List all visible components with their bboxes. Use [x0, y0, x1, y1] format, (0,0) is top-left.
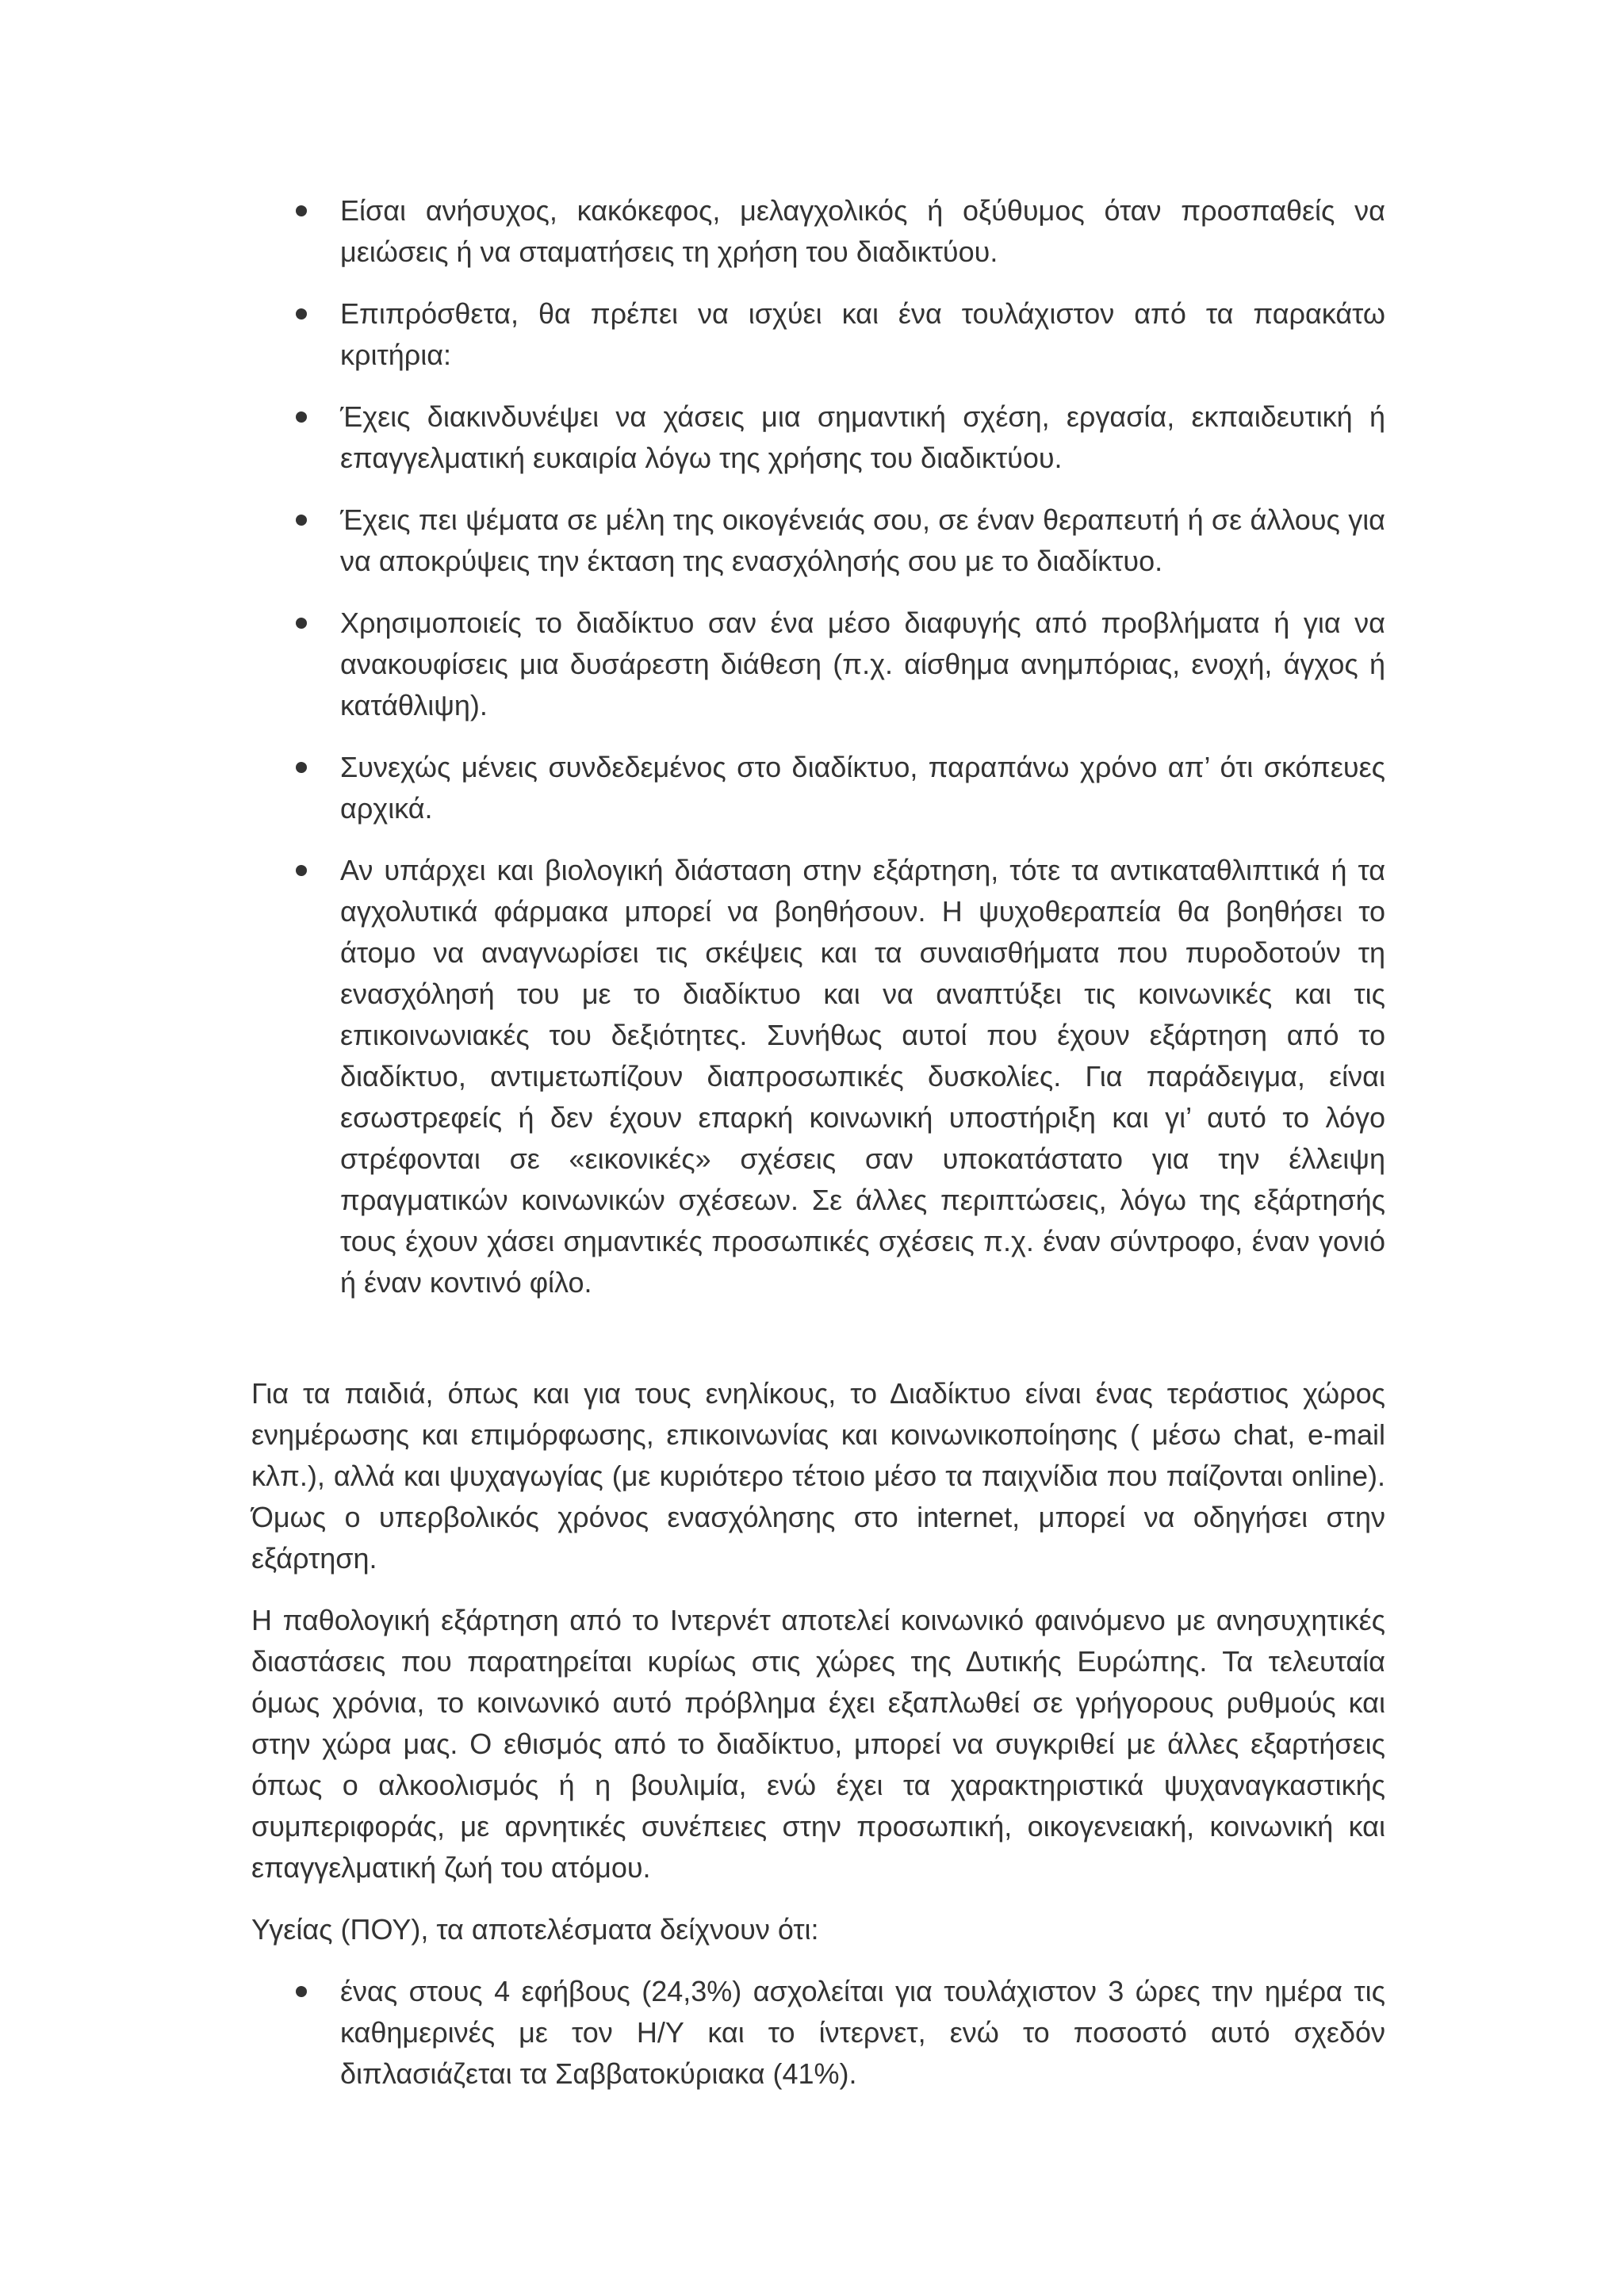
paragraph-internet-children: Για τα παιδιά, όπως και για τους ενηλίκους, το Διαδίκτυο είναι ένας τεράστιος χώρος ενημέρωσης και επιμόρφωσης, επικοινωνίας και κοινωνικοποίησης ( μέσω chat, e-mail κλπ.), αλλά και ψυχαγωγίας (με κυριότερο τέτοιο μέσο τα παιχνίδια που παίζονται online). Όμως ο υπερβολικός χρόνος ενασχόλησης στο internet, μπορεί να οδηγήσει στην εξάρτηση. [251, 1377, 1385, 1575]
list-item [251, 1971, 1385, 2095]
bullet-icon [296, 205, 307, 216]
bullet-icon [296, 618, 307, 629]
paragraph-who-results: Υγείας (ΠΟΥ), τα αποτελέσματα δείχνουν ότι: [251, 1913, 819, 1946]
spacer [251, 1324, 1385, 1373]
list-item [251, 603, 1385, 726]
criteria-list [251, 190, 1385, 1303]
list-item-text: Αν υπάρχει και βιολογική διάσταση στην εξάρτηση, τότε τα αντικαταθλιπτικά ή τα αγχολυτικά φάρμακα μπορεί να βοηθήσουν. Η ψυχοθεραπεία θα βοηθήσει το άτομο να αναγνωρίσει τις σκέψεις και τα συναισθήματα που πυροδοτούν τη ενασχόλησή του με το διαδίκτυο και να αναπτύξει τις κοινωνικές και τις επικοινωνιακές του δεξιότητες. Συνήθως αυτοί που έχουν εξάρτηση από το διαδίκτυο, αντιμετωπίζουν διαπροσωπικές δυσκολίες. Για παράδειγμα, είναι εσωστρεφείς ή δεν έχουν επαρκή κοινωνική υποστήριξη και γι’ αυτό το λόγο στρέφονται σε «εικονικές» σχέσεις σαν υποκατάστατο για την έλλειψη πραγματικών κοινωνικών σχέσεων. Σε άλλες περιπτώσεις, λόγω της εξάρτησής τους έχουν χάσει σημαντικές προσωπικές σχέσεις π.χ. έναν σύντροφο, έναν γονιό ή έναν κοντινό φίλο. [340, 854, 1385, 1299]
bullet-icon [296, 308, 307, 320]
bullet-icon [296, 762, 307, 773]
list-item [251, 850, 1385, 1303]
bullet-icon [296, 515, 307, 526]
results-list [251, 1971, 1385, 2095]
list-item [251, 396, 1385, 479]
bullet-icon [296, 1986, 307, 1997]
list-item [251, 190, 1385, 273]
paragraph-pathological-dependence: Η παθολογική εξάρτηση από το Ιντερνέτ αποτελεί κοινωνικό φαινόμενο με ανησυχητικές διαστάσεις που παρατηρείται κυρίως στις χώρες της Δυτικής Ευρώπης. Τα τελευταία όμως χρόνια, το κοινωνικό αυτό πρόβλημα έχει εξαπλωθεί σε γρήγορους ρυθμούς και στην χώρα μας. Ο εθισμός από το διαδίκτυο, μπορεί να συγκριθεί με άλλες εξαρτήσεις όπως ο αλκοολισμός ή η βουλιμία, ενώ έχει τα χαρακτηριστικά ψυχαναγκαστικής συμπεριφοράς, με αρνητικές συνέπειες στην προσωπική, οικογενειακή, κοινωνική και επαγγελματική ζωή του ατόμου. [251, 1604, 1385, 1884]
list-item-text: Επιπρόσθετα, θα πρέπει να ισχύει και ένα τουλάχιστον από τα παρακάτω κριτήρια: [340, 297, 1385, 371]
document-body [251, 190, 1385, 2115]
list-item-text: Έχεις διακινδυνέψει να χάσεις μια σημαντική σχέση, εργασία, εκπαιδευτική ή επαγγελματική ευκαιρία λόγω της χρήσης του διαδικτύου. [340, 400, 1385, 474]
list-item-text: Χρησιμοποιείς το διαδίκτυο σαν ένα μέσο διαφυγής από προβλήματα ή για να ανακουφίσεις μια δυσάρεστη διάθεση (π.χ. αίσθημα ανημπόριας, ενοχή, άγχος ή κατάθλιψη). [340, 607, 1385, 721]
list-item [251, 293, 1385, 376]
list-item-text: Είσαι ανήσυχος, κακόκεφος, μελαγχολικός ή οξύθυμος όταν προσπαθείς να μειώσεις ή να σταματήσεις τη χρήση του διαδικτύου. [340, 194, 1385, 268]
list-item [251, 747, 1385, 829]
list-item-text: Συνεχώς μένεις συνδεδεμένος στο διαδίκτυο, παραπάνω χρόνο απ’ ότι σκόπευες αρχικά. [340, 751, 1385, 825]
list-item [251, 499, 1385, 582]
bullet-icon [296, 865, 307, 876]
bullet-icon [296, 411, 307, 423]
list-item-text: ένας στους 4 εφήβους (24,3%) ασχολείται για τουλάχιστον 3 ώρες την ημέρα τις καθημερινές με τον Η/Υ και το ίντερνετ, ενώ το ποσοστό αυτό σχεδόν διπλασιάζεται τα Σαββατοκύριακα (41%). [340, 1975, 1385, 2090]
list-item-text: Έχεις πει ψέματα σε μέλη της οικογένειάς σου, σε έναν θεραπευτή ή σε άλλους για να αποκρύψεις την έκταση της ενασχόλησής σου με το διαδίκτυο. [340, 503, 1385, 577]
